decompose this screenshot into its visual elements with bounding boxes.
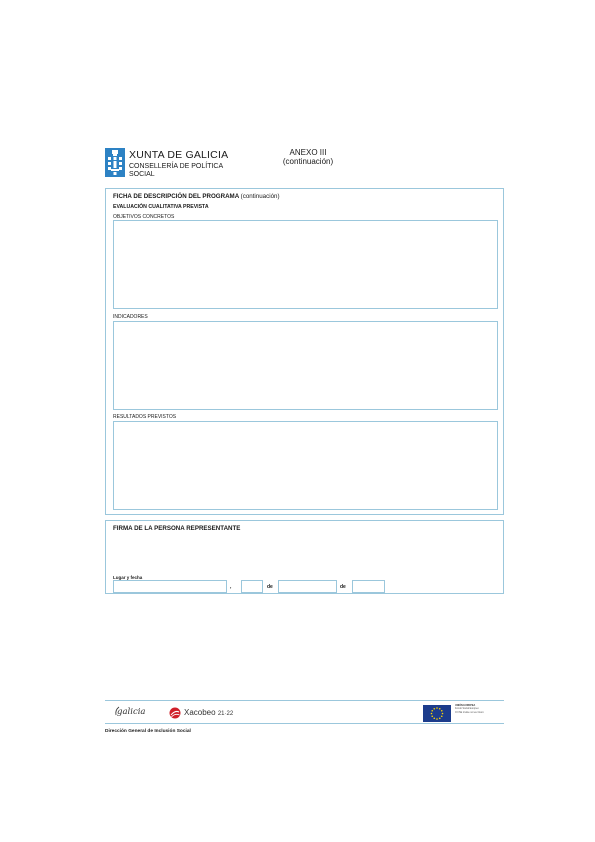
year-input[interactable] — [352, 580, 385, 593]
signature-title: FIRMA DE LA PERSONA REPRESENTANTE — [113, 525, 241, 532]
place-input[interactable] — [113, 580, 227, 593]
de-separator-2: de — [340, 584, 346, 590]
eu-fund-text — [455, 704, 501, 714]
program-section-title — [113, 193, 280, 200]
eu-line-1: Fondo Social Europeo — [455, 707, 479, 711]
expected-results-field[interactable] — [113, 421, 498, 510]
xunta-emblem-icon — [105, 148, 125, 177]
eu-title: UNIÓN EUROPEA — [455, 704, 476, 707]
galicia-logo: galicia — [117, 707, 146, 717]
eu-line-2: O FSE inviste no teu futuro — [455, 710, 484, 714]
xunta-logo — [105, 148, 235, 180]
comma-separator: , — [230, 584, 232, 590]
month-input[interactable] — [278, 580, 337, 593]
de-separator-1: de — [267, 584, 273, 590]
indicators-label: INDICADORES — [113, 314, 148, 320]
place-date-label: Lugar y fecha — [113, 575, 143, 580]
expected-results-label: RESULTADOS PREVISTOS — [113, 414, 177, 420]
xacobeo-logo — [184, 708, 233, 717]
program-title-text: FICHA DE DESCRIPCIÓN DEL PROGRAMA — [113, 193, 239, 200]
eu-flag-icon — [423, 705, 451, 722]
annex-line-2: (continuación) — [282, 157, 334, 166]
footer-department-caption: Dirección General de Inclusión Social — [105, 729, 191, 734]
indicators-field[interactable] — [113, 321, 498, 410]
program-section — [105, 188, 504, 515]
footer-logos-bar — [105, 700, 504, 724]
program-title-suffix: (continuación) — [240, 193, 280, 200]
logo-subtitle: CONSELLERÍA DE POLÍTICA SOCIAL — [129, 163, 223, 178]
annex-heading — [270, 148, 346, 166]
xacobeo-years: 21·22 — [217, 711, 234, 717]
logo-title: XUNTA DE GALICIA — [129, 149, 229, 161]
annex-line-1: ANEXO III — [289, 148, 327, 157]
signature-section — [105, 520, 504, 594]
evaluation-subtitle: EVALUACIÓN CUALITATIVA PREVISTA — [113, 204, 209, 210]
xacobeo-name: Xacobeo — [184, 708, 216, 717]
day-input[interactable] — [241, 580, 263, 593]
objectives-label: OBJETIVOS CONCRETOS — [113, 214, 175, 220]
xacobeo-icon — [169, 707, 181, 719]
objectives-field[interactable] — [113, 220, 498, 309]
